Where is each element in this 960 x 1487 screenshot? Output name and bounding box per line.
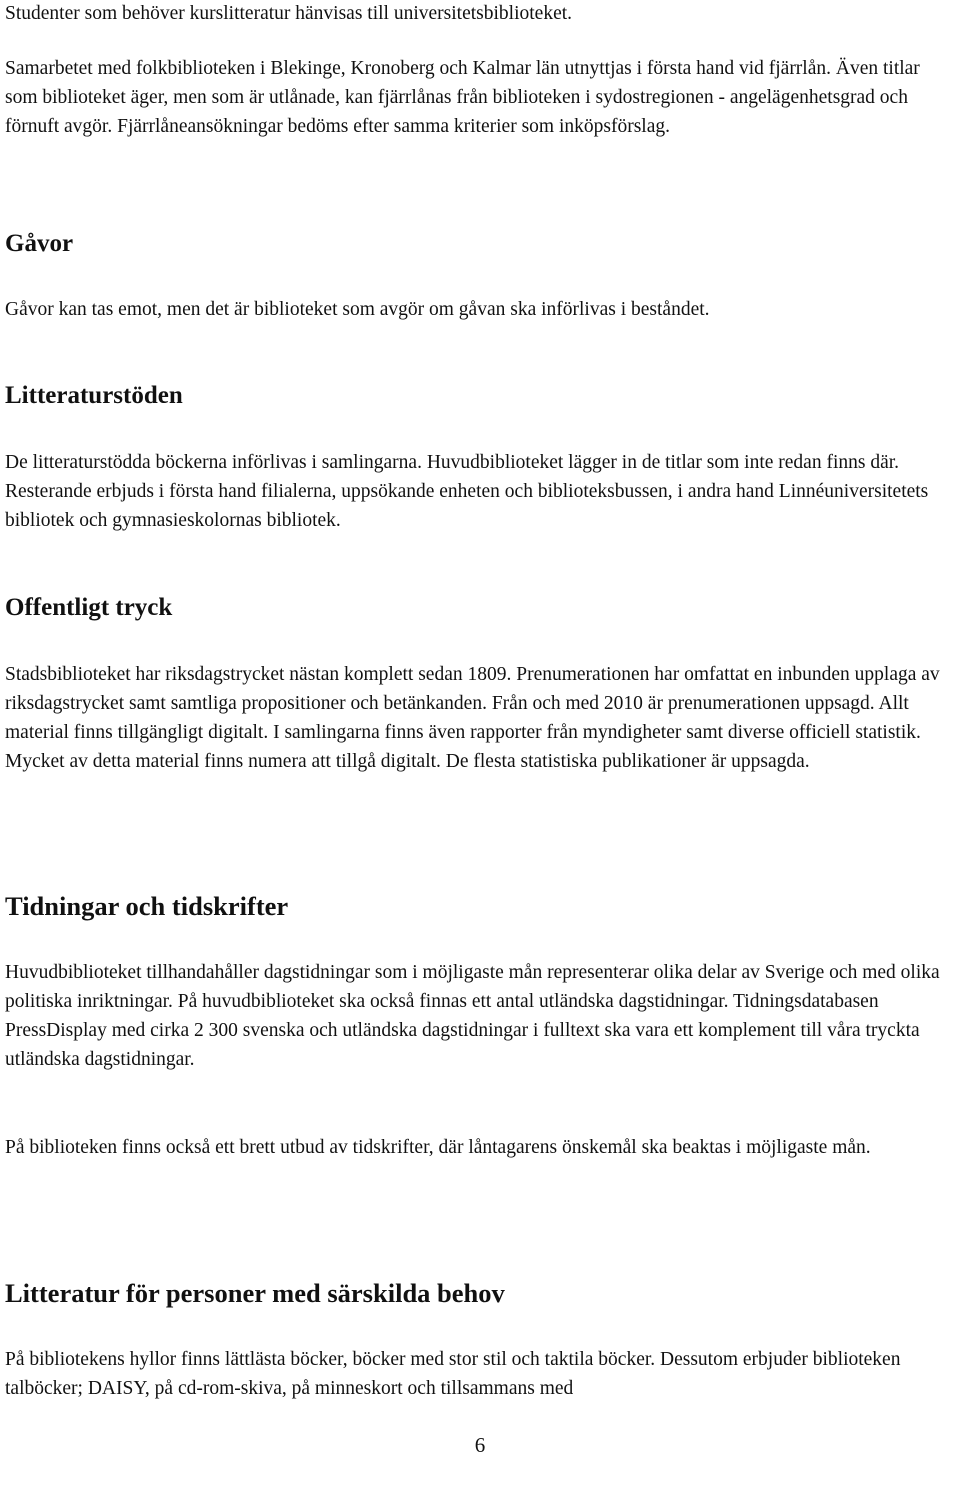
intro-paragraph-1 xyxy=(5,0,957,28)
section-offentligt-tryck xyxy=(5,592,957,624)
section-heading: Offentligt tryck xyxy=(5,594,173,621)
section-litteraturstoden xyxy=(5,380,957,412)
section-tidningar-body-1 xyxy=(5,958,957,1074)
section-sarskilda-behov-body xyxy=(5,1345,957,1403)
paragraph: Gåvor kan tas emot, men det är biblioteket som avgör om gåvan ska införlivas i beståndet. xyxy=(5,299,710,320)
paragraph: Stadsbiblioteket har riksdagstrycket nästan komplett sedan 1809. Prenumerationen har omfattat en inbunden upplaga av riksdagstrycket samt samtliga propositioner och betänkanden. Från och med 2010 är prenumerationen uppsagd. Allt material finns tillgängligt digitalt. I samlingarna finns även rapporter från myndigheter samt diverse officiell statistik. Mycket av detta material finns numera att tillgå digitalt. De flesta statistiska publikationer är uppsagda. xyxy=(5,664,940,772)
section-litteraturstoden-body xyxy=(5,448,957,535)
section-gavor xyxy=(5,228,957,260)
page-number: 6 xyxy=(474,1433,486,1457)
paragraph: Samarbetet med folkbiblioteken i Blekinge, Kronoberg och Kalmar län utnyttjas i första hand vid fjärrlån. Även titlar som biblioteket äger, men som är utlånade, kan fjärrlånas från biblioteken i sydostregionen - angelägenhetsgrad och förnuft avgör. Fjärrlåneansökningar bedöms efter samma kriterier som inköpsförslag. xyxy=(5,58,920,137)
paragraph: Huvudbiblioteket tillhandahåller dagstidningar som i möjligaste mån representerar olika delar av Sverige och med olika politiska inriktningar. På huvudbiblioteket ska också finnas ett antal utländska dagstidningar. Tidningsdatabasen PressDisplay med cirka 2 300 svenska och utländska dagstidningar i fulltext ska vara ett komplement till våra tryckta utländska dagstidningar. xyxy=(5,962,940,1070)
section-tidningar xyxy=(5,890,957,922)
section-gavor-body xyxy=(5,295,957,324)
paragraph: På bibliotekens hyllor finns lättlästa böcker, böcker med stor stil och taktila böcker. Dessutom erbjuder biblioteken talböcker; DAISY, på cd-rom-skiva, på minneskort och tillsammans med xyxy=(5,1349,901,1399)
section-heading: Litteratur för personer med särskilda behov xyxy=(5,1278,505,1308)
intro-paragraph-2 xyxy=(5,54,957,141)
paragraph: På biblioteken finns också ett brett utbud av tidskrifter, där låntagarens önskemål ska beaktas i möjligaste mån. xyxy=(5,1137,871,1158)
section-heading: Gåvor xyxy=(5,230,74,257)
section-sarskilda-behov xyxy=(5,1277,957,1309)
section-heading: Litteraturstöden xyxy=(5,382,183,409)
paragraph: De litteraturstödda böckerna införlivas i samlingarna. Huvudbiblioteket lägger in de titlar som inte redan finns där. Resterande erbjuds i första hand filialerna, uppsökande enheten och biblioteksbussen, i andra hand Linnéuniversitetets bibliotek och gymnasieskolornas bibliotek. xyxy=(5,452,929,531)
section-tidningar-body-2 xyxy=(5,1133,957,1162)
section-offentligt-tryck-body xyxy=(5,660,957,776)
paragraph: Studenter som behöver kurslitteratur hänvisas till universitetsbiblioteket. xyxy=(5,3,573,24)
section-heading: Tidningar och tidskrifter xyxy=(5,891,289,921)
